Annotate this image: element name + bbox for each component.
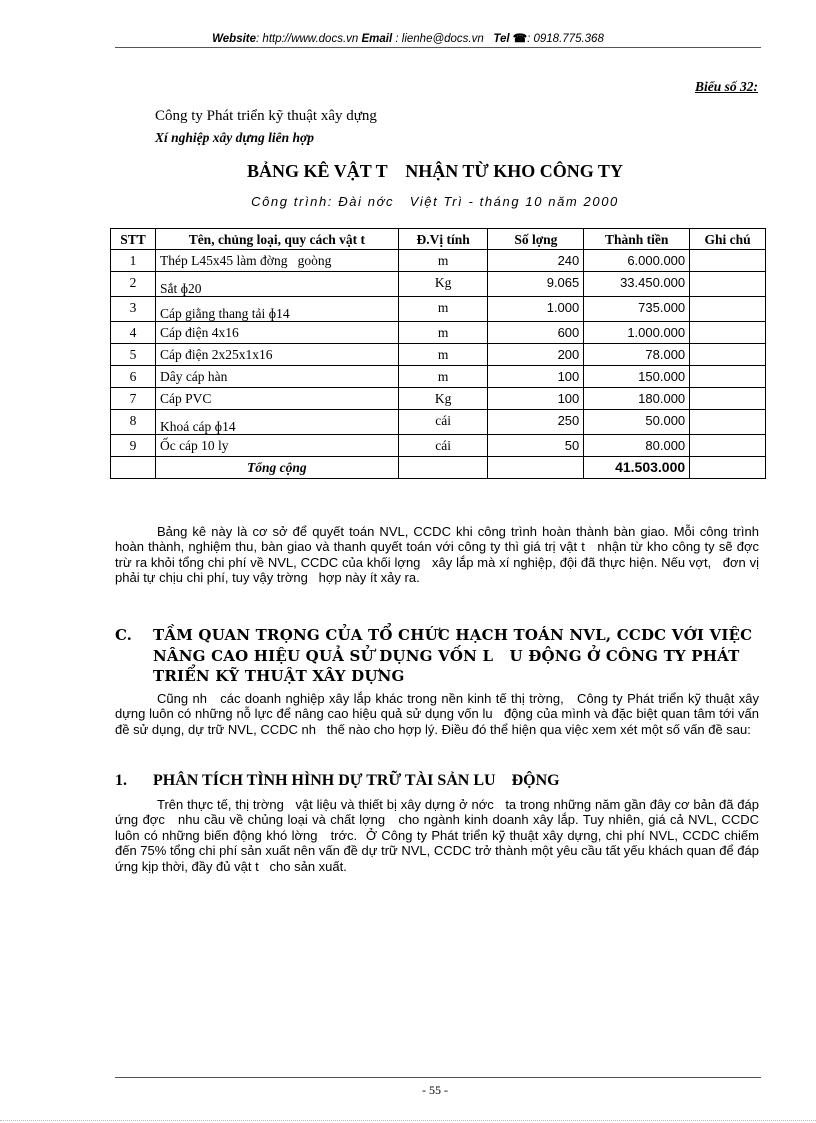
- cell-name: Cáp điện 4x16: [155, 322, 398, 344]
- cell-amount: 180.000: [584, 388, 690, 410]
- cell-qty: 250: [488, 410, 584, 435]
- cell-name: Ốc cáp 10 ly: [155, 435, 398, 457]
- cell-unit: cái: [398, 410, 488, 435]
- cell-unit: m: [398, 366, 488, 388]
- cell-note: [690, 435, 766, 457]
- website-label: Website: [212, 33, 257, 45]
- cell-qty: 50: [488, 435, 584, 457]
- company-name: Công ty Phát triển kỹ thuật xây dựng: [155, 108, 377, 124]
- cell-amount: 80.000: [584, 435, 690, 457]
- form-code: Biểu số 32:: [694, 79, 758, 94]
- cell-note: [690, 272, 766, 297]
- cell-amount: 33.450.000: [584, 272, 690, 297]
- cell-unit: m: [398, 344, 488, 366]
- cell-note: [690, 366, 766, 388]
- paragraph-text: Cũng nh các doanh nghiệp xây lắp khác trong nền kinh tế thị trờng, Công ty Phát triển kỹ thuật xây dựng luôn có những nỗ lực để nâng cao hiệu quả sử dụng vốn lu động của mình và đặc biệt quan tâm tới vấn đề sử dụng, dự trữ NVL, CCDC nh thế nào cho hợp lý. Điều đó thể hiện qua việc xem xét một số vấn đề sau:: [115, 691, 763, 737]
- cell-note: [690, 388, 766, 410]
- cell-note: [690, 410, 766, 435]
- cell-stt: 5: [111, 344, 156, 366]
- cell-empty: [690, 457, 766, 479]
- cell-name: Dây cáp hàn: [155, 366, 398, 388]
- cell-note: [690, 297, 766, 322]
- col-header-name: Tên, chủng loại, quy cách vật t: [155, 229, 398, 250]
- cell-qty: 200: [488, 344, 584, 366]
- website-value[interactable]: : http://www.docs.vn: [256, 33, 359, 45]
- tel-label: Tel: [493, 33, 510, 45]
- enterprise-name: Xí nghiệp xây dựng liên hợp: [155, 130, 314, 145]
- section-c-heading: [115, 625, 765, 687]
- cell-qty: 100: [488, 388, 584, 410]
- col-header-unit: Đ.Vị tính: [398, 229, 488, 250]
- tel-value: : 0918.775.368: [527, 33, 604, 45]
- cell-name: Cáp PVC: [155, 388, 398, 410]
- cell-note: [690, 322, 766, 344]
- table-row: [111, 366, 766, 388]
- table-row: [111, 435, 766, 457]
- cell-qty: 100: [488, 366, 584, 388]
- heading-text: PHÂN TÍCH TÌNH HÌNH DỰ TRỮ TÀI SẢN LU ĐỘNG: [153, 772, 560, 789]
- cell-amount: 6.000.000: [584, 250, 690, 272]
- table-row: [111, 272, 766, 297]
- col-header-amount: Thành tiền: [584, 229, 690, 250]
- cell-unit: Kg: [398, 388, 488, 410]
- cell-name: Cáp giằng thang tải ɸ14: [155, 297, 398, 322]
- table-row: [111, 344, 766, 366]
- cell-name: Khoá cáp ɸ14: [155, 410, 398, 435]
- cell-stt: 8: [111, 410, 156, 435]
- col-header-stt: STT: [111, 229, 156, 250]
- document-subtitle: Công trình: Đài nớc Việt Trì - tháng 10 năm 2000: [251, 194, 619, 209]
- cell-amount: 50.000: [584, 410, 690, 435]
- cell-unit: m: [398, 322, 488, 344]
- cell-unit: m: [398, 250, 488, 272]
- total-label: Tổng cộng: [155, 457, 398, 479]
- col-header-note: Ghi chú: [690, 229, 766, 250]
- cell-qty: 1.000: [488, 297, 584, 322]
- table-total-row: [111, 457, 766, 479]
- table-row: [111, 322, 766, 344]
- paragraph-settlement: [115, 524, 770, 586]
- cell-stt: 2: [111, 272, 156, 297]
- table-header-row: [111, 229, 766, 250]
- page-header: [0, 31, 816, 45]
- cell-qty: 9.065: [488, 272, 584, 297]
- cell-name: Thép L45x45 làm đờng goòng: [155, 250, 398, 272]
- cell-amount: 1.000.000: [584, 322, 690, 344]
- cell-amount: 78.000: [584, 344, 690, 366]
- materials-table: [110, 228, 766, 479]
- paragraph-overview: [115, 691, 763, 737]
- cell-name: Sắt ɸ20: [155, 272, 398, 297]
- cell-note: [690, 344, 766, 366]
- table-row: [111, 250, 766, 272]
- cell-qty: 600: [488, 322, 584, 344]
- heading-1: [115, 772, 560, 790]
- cell-amount: 150.000: [584, 366, 690, 388]
- email-value[interactable]: : lienhe@docs.vn: [392, 33, 484, 45]
- cell-amount: 735.000: [584, 297, 690, 322]
- cell-unit: m: [398, 297, 488, 322]
- footer-divider: [115, 1077, 761, 1078]
- col-header-qty: Số lợng: [488, 229, 584, 250]
- cell-empty: [398, 457, 488, 479]
- paragraph-reserves: [115, 797, 763, 874]
- cell-stt: 1: [111, 250, 156, 272]
- cell-name: Cáp điện 2x25x1x16: [155, 344, 398, 366]
- cell-note: [690, 250, 766, 272]
- cell-stt: 6: [111, 366, 156, 388]
- total-amount: 41.503.000: [584, 457, 690, 479]
- page-bottom-dots: [0, 1120, 816, 1121]
- header-divider: [115, 47, 761, 48]
- phone-icon: ☎: [512, 33, 528, 45]
- email-label: Email: [361, 33, 393, 45]
- document-title: BẢNG KÊ VẬT T NHẬN TỪ KHO CÔNG TY: [247, 161, 623, 181]
- table-row: [111, 410, 766, 435]
- cell-unit: cái: [398, 435, 488, 457]
- section-label: C.: [115, 626, 132, 644]
- heading-number: 1.: [115, 772, 127, 789]
- paragraph-text: Bảng kê này là cơ sở để quyết toán NVL, CCDC khi công trình hoàn thành bàn giao. Mỗi công trình hoàn thành, nghiệm thu, bàn giao và thanh quyết toán với công ty thì giá trị vật t nhận từ kho công ty sẽ đợc trừ ra khỏi tổng chi phí về NVL, CCDC của khối lợng xây lắp mà xí nghiệp, đội đã thực hiện. Nếu vợt, đơn vị phải tự chịu chi phí, tuy vậy trờng hợp này ít xảy ra.: [115, 524, 770, 586]
- cell-stt: 3: [111, 297, 156, 322]
- section-title: TẦM QUAN TRỌNG CỦA TỔ CHỨC HẠCH TOÁN NVL, CCDC VỚI VIỆC NÂNG CAO HIỆU QUẢ SỬ DỤNG VỐN L U ĐỘNG Ở CÔNG TY PHÁT TRIỂN KỸ THUẬT XÂY DỰNG: [153, 626, 758, 685]
- table-row: [111, 388, 766, 410]
- cell-unit: Kg: [398, 272, 488, 297]
- cell-empty: [488, 457, 584, 479]
- cell-qty: 240: [488, 250, 584, 272]
- table-row: [111, 297, 766, 322]
- paragraph-text: Trên thực tế, thị trờng vật liệu và thiết bị xây dựng ở nớc ta trong những năm gần đây cơ bản đã đáp ứng đợc nhu cầu về chủng loại và chất lợng cho ngành kinh doanh xây lắp. Tuy nhiên, giá cả NVL, CCDC luôn có những biến động khó lờng trớc. Ở Công ty Phát triển kỹ thuật xây dựng, chi phí NVL, CCDC chiếm đến 75% tổng chi phí sản xuất nên vấn đề dự trữ NVL, CCDC trở thành một yêu cầu tất yếu khách quan để đáp ứng kịp thời, đầy đủ vật t cho sản xuất.: [115, 797, 763, 874]
- cell-stt: 4: [111, 322, 156, 344]
- page-number: - 55 -: [422, 1083, 448, 1097]
- cell-stt: 7: [111, 388, 156, 410]
- cell-stt: 9: [111, 435, 156, 457]
- cell-empty: [111, 457, 156, 479]
